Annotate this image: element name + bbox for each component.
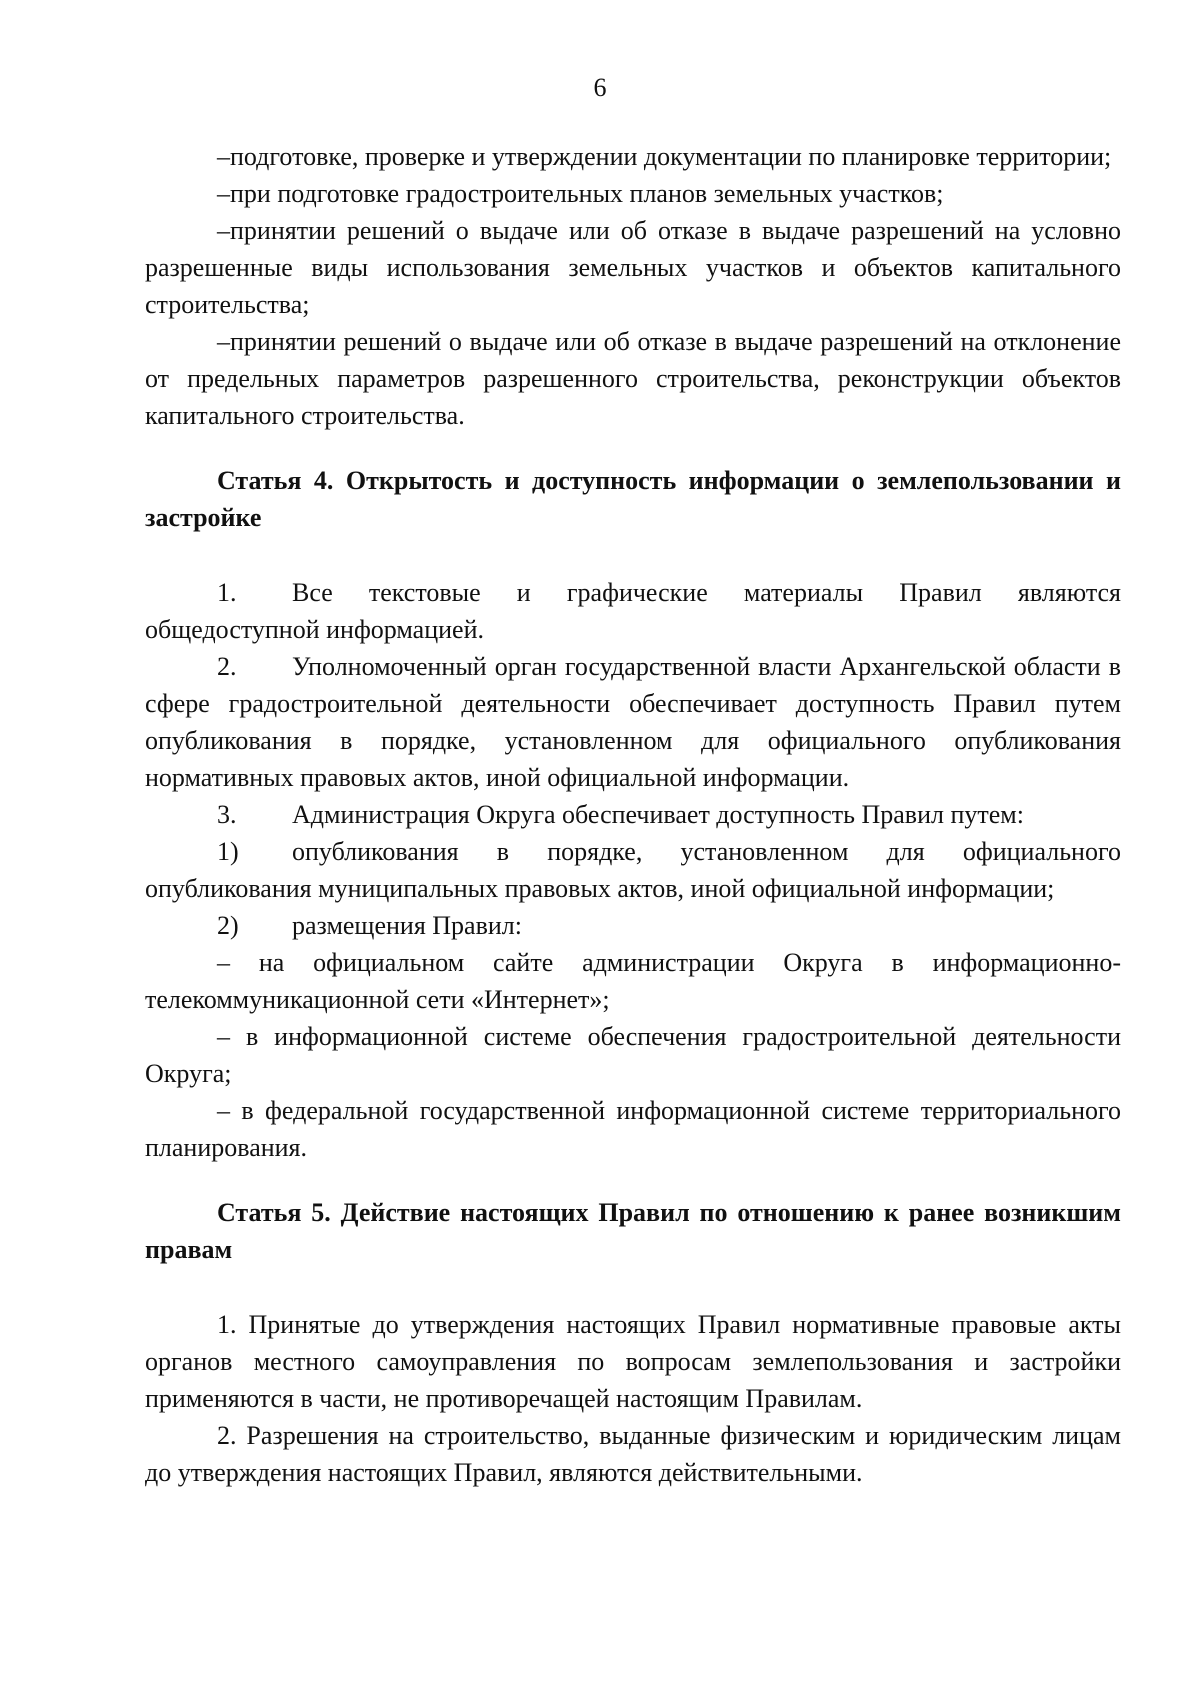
- item-number: 2): [217, 911, 239, 940]
- item-number: 1): [217, 837, 239, 866]
- list-item: –принятии решений о выдаче или об отказе в выдаче разрешений на отклонение от предельных параметров разрешенного строительства, реконструкции объектов капитального строительства.: [145, 327, 1121, 430]
- dash-item: – в информационной системе обеспечения градостроительной деятельности Округа;: [145, 1022, 1121, 1088]
- paragraph: 1. Принятые до утверждения настоящих Правил нормативные правовые акты органов местного самоуправления по вопросам землепользования и застройки применяются в части, не противоречащей настоящим Правилам.: [145, 1310, 1121, 1413]
- item-text: Уполномоченный орган государственной власти Архангельской области в сфере градостроительной деятельности обеспечивает доступность Правил путем опубликования в порядке, установленном для официального опубликования нормативных правовых актов, иной официальной информации.: [145, 652, 1121, 792]
- document-body: [145, 138, 1121, 1491]
- item-text: опубликования в порядке, установленном для официального опубликования муниципальных правовых актов, иной официальной информации;: [145, 837, 1121, 903]
- article-4-heading: Статья 4. Открытость и доступность информации о землепользовании и застройке: [145, 466, 1121, 532]
- dash-item: – в федеральной государственной информационной системе территориального планирования.: [145, 1096, 1121, 1162]
- list-item: –подготовке, проверке и утверждении документации по планировке территории;: [217, 142, 1112, 171]
- item-text: Все текстовые и графические материалы Правил являются общедоступной информацией.: [145, 578, 1121, 644]
- dash-item: – на официальном сайте администрации Округа в информационно-телекоммуникационной сети «Интернет»;: [145, 948, 1121, 1014]
- paragraph: 2. Разрешения на строительство, выданные физическим и юридическим лицам до утверждения настоящих Правил, являются действительными.: [145, 1421, 1121, 1487]
- item-text: Администрация Округа обеспечивает доступность Правил путем:: [292, 800, 1024, 829]
- item-number: 1.: [217, 578, 237, 607]
- page-number: 6: [593, 73, 607, 102]
- list-item: –принятии решений о выдаче или об отказе в выдаче разрешений на условно разрешенные виды использования земельных участков и объектов капитального строительства;: [145, 216, 1121, 319]
- numbered-item: [145, 907, 1121, 944]
- numbered-item: [145, 648, 1121, 796]
- numbered-item: [145, 574, 1121, 648]
- numbered-item: [145, 833, 1121, 907]
- item-text: размещения Правил:: [292, 911, 522, 940]
- item-number: 2.: [217, 652, 237, 681]
- article-5-heading: Статья 5. Действие настоящих Правил по отношению к ранее возникшим правам: [145, 1198, 1121, 1264]
- numbered-item: [145, 796, 1121, 833]
- list-item: –при подготовке градостроительных планов земельных участков;: [217, 179, 944, 208]
- item-number: 3.: [217, 800, 237, 829]
